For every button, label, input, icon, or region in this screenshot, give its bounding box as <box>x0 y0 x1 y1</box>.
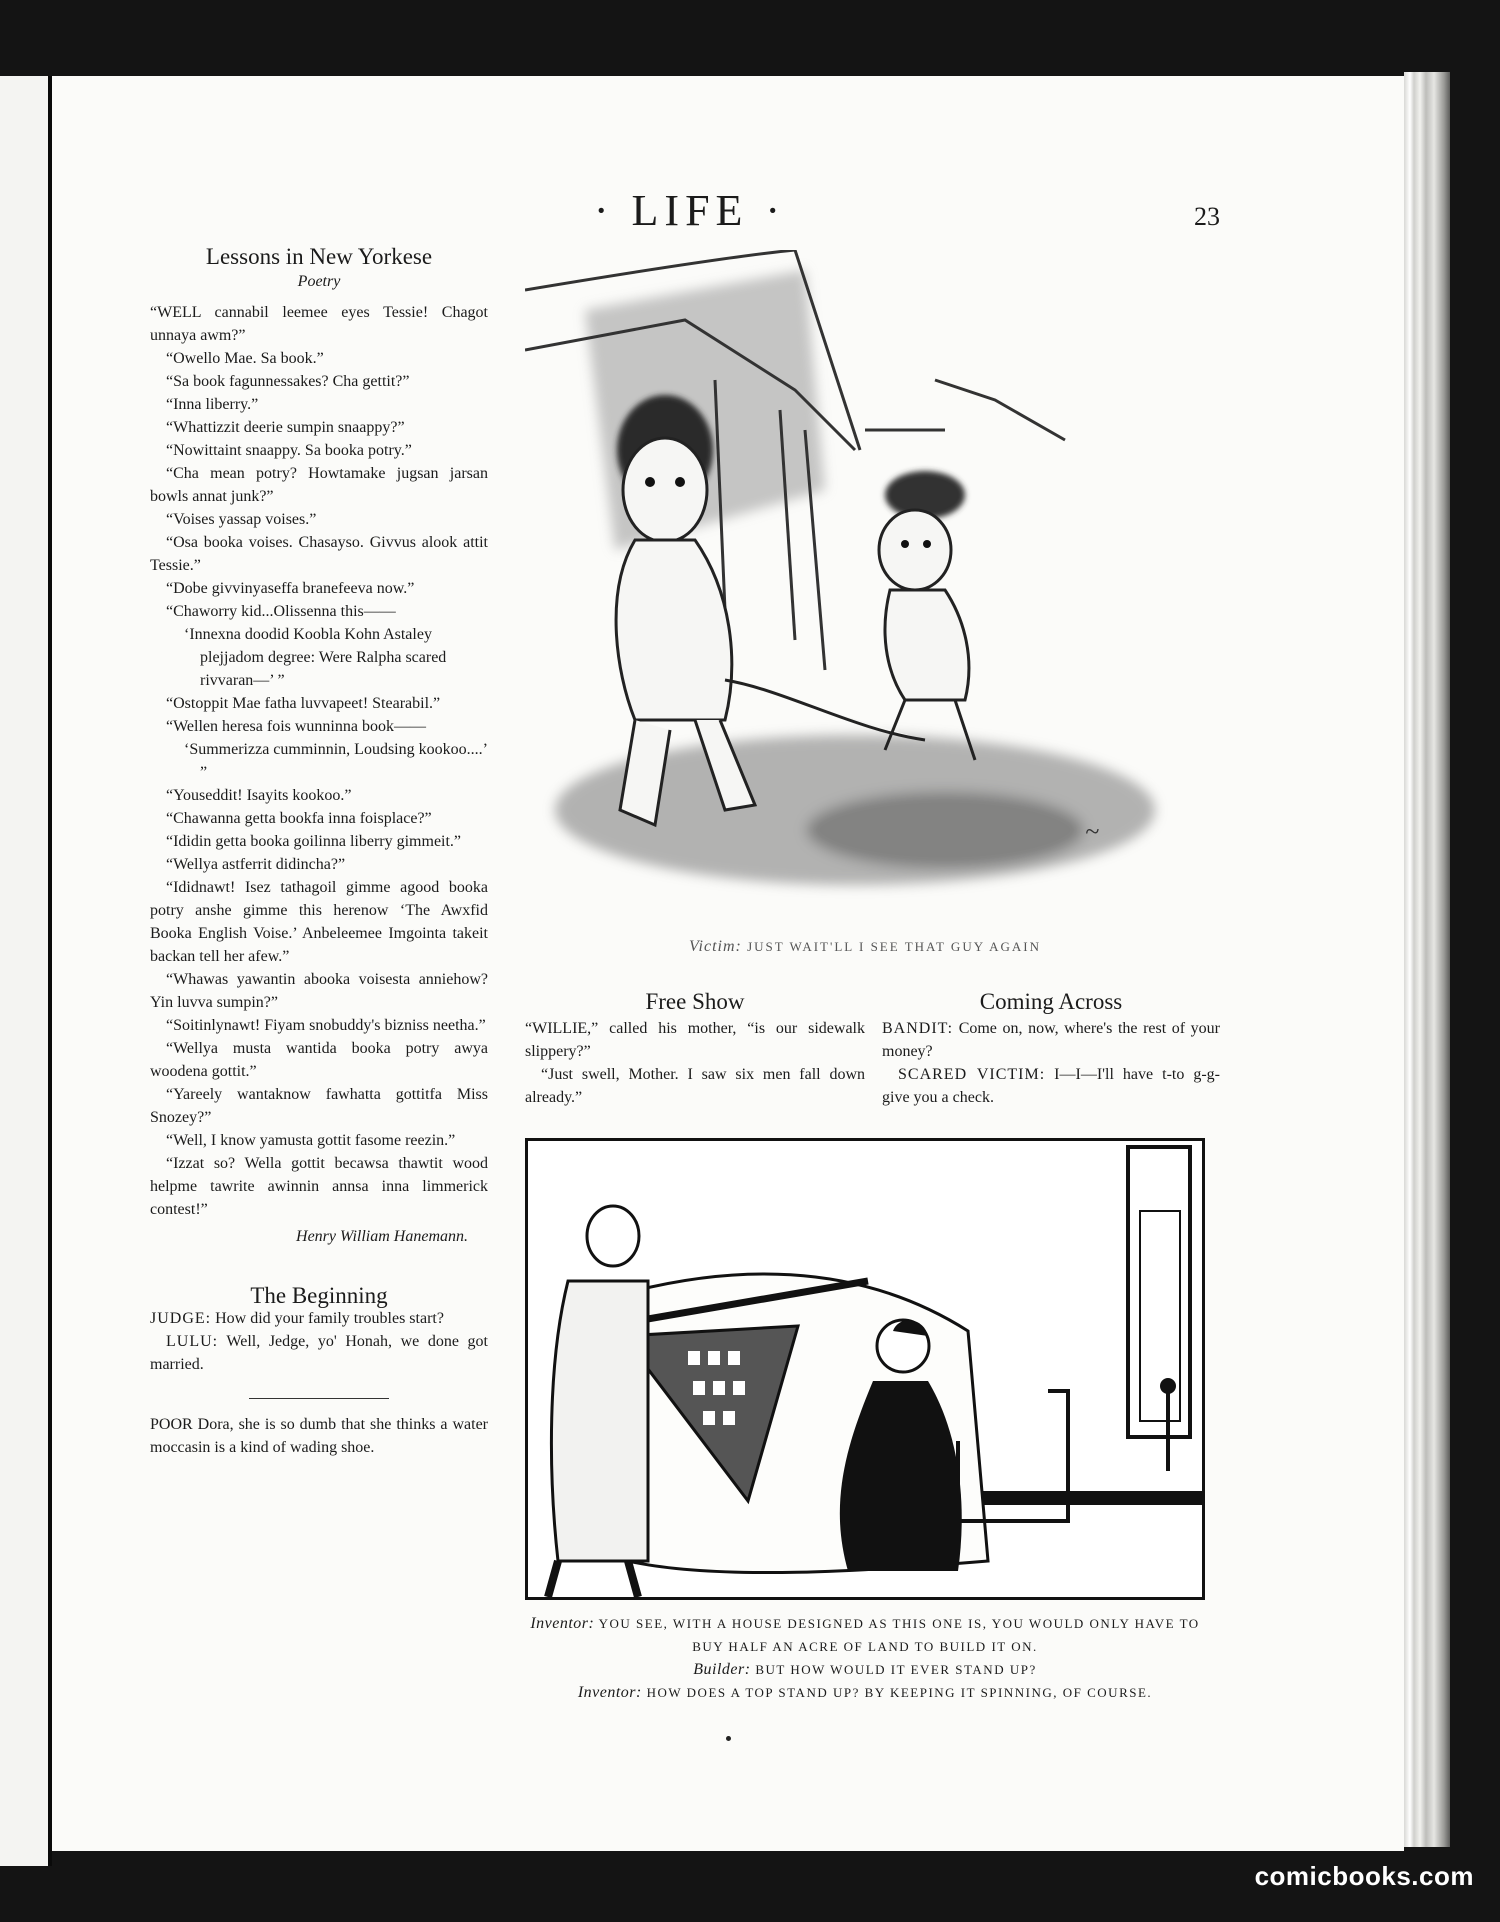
caption-speaker: Inventor: <box>577 1684 642 1701</box>
caption-text: BUT HOW WOULD IT EVER STAND UP? <box>755 1662 1037 1677</box>
caption-speaker: Victim: <box>688 938 742 955</box>
caption-text: HOW DOES A TOP STAND UP? BY KEEPING IT SPINNING, OF COURSE. <box>646 1685 1153 1700</box>
poem-line: “Dobe givvinyaseffa branefeeva now.” <box>166 580 415 597</box>
poem-quote: ‘Summerizza cumminnin, Loudsing kookoo....’ ” <box>184 741 487 781</box>
poem-line: “Sa book fagunnessakes? Cha gettit?” <box>166 373 410 390</box>
speaker-label: LULU: <box>166 1333 219 1350</box>
page-dot <box>726 1736 731 1741</box>
beginning-title: The Beginning <box>250 1283 388 1308</box>
poem-line: “Youseddit! Isayits kookoo.” <box>166 787 352 804</box>
page-stack-edge <box>1404 72 1450 1847</box>
caption-text: JUST WAIT'LL I SEE THAT GUY AGAIN <box>747 939 1042 954</box>
poem-line: “Whawas yawantin abooka voisesta anniehow? Yin luvva sumpin?” <box>150 971 488 1011</box>
beginning-section <box>150 1284 488 1376</box>
poem-line: “Wellya astferrit didincha?” <box>166 856 346 873</box>
poem-line: “Izzat so? Wella gottit becawsa thawtit wood helpme tawrite awinnin annsa inna limmerick contest!” <box>150 1155 488 1218</box>
coming-across-line: SCARED VICTIM: I—I—I'll have t-to g-g-give you a check. <box>882 1066 1220 1106</box>
artist-signature: ~ <box>1085 817 1100 846</box>
poem-line: “Cha mean potry? Howtamake jugsan jarsan bowls annat junk?” <box>150 465 488 505</box>
victim-caption <box>525 938 1205 956</box>
coming-across-section <box>882 990 1220 1109</box>
left-column <box>150 245 488 1459</box>
poem-line: “Chaworry kid...Olissenna this—— <box>166 603 396 620</box>
lessons-poem <box>150 301 488 1221</box>
cartoon-inventor-illustration <box>525 1138 1205 1600</box>
poem-line: “Ididnawt! Isez tathagoil gimme agood booka potry anshe gimme this herenow ‘The Awxfid Booka English Voise.’ Anbeleemee Imgointa takeit backan tell her afew.” <box>150 879 488 965</box>
poem-quote: ‘Innexna doodid Koobla Kohn Astaley plejjadom degree: Were Ralpha scared rivvaran—’ ” <box>184 626 447 689</box>
poem-line: “Wellya musta wantida booka potry awya woodena gottit.” <box>150 1040 488 1080</box>
free-show-title: Free Show <box>645 989 745 1014</box>
coming-across-title: Coming Across <box>979 989 1123 1014</box>
poem-line: “Soitinlynawt! Fiyam snobuddy's bizniss neetha.” <box>166 1017 486 1034</box>
page-number: 23 <box>1194 202 1220 231</box>
poem-line: “WELL cannabil leemee eyes Tessie! Chagot unnaya awm?” <box>150 304 488 344</box>
speaker-label: JUDGE: <box>150 1310 212 1327</box>
poem-line: “Owello Mae. Sa book.” <box>166 350 324 367</box>
poem-line: “Wellen heresa fois wunninna book—— <box>166 718 426 735</box>
poem-line: “Yareely wantaknow fawhatta gottitfa Miss Snozey?” <box>150 1086 488 1126</box>
poem-line: “Well, I know yamusta gottit fasome reezin.” <box>166 1132 456 1149</box>
dora-text: POOR Dora, she is so dumb that she thinks a water moccasin is a kind of wading shoe. <box>150 1416 488 1456</box>
caption-text: YOU SEE, WITH A HOUSE DESIGNED AS THIS ONE IS, YOU WOULD ONLY HAVE TO BUY HALF AN ACRE OF LAND TO BUILD IT ON. <box>598 1616 1200 1654</box>
watermark: comicbooks.com <box>1254 1861 1474 1891</box>
lessons-author: Henry William Hanemann. <box>296 1228 468 1245</box>
beginning-line: JUDGE: How did your family troubles start? <box>150 1310 444 1327</box>
caption-speaker: Inventor: <box>530 1615 595 1632</box>
lessons-title: Lessons in New Yorkese <box>205 244 433 269</box>
speaker-label: BANDIT: <box>882 1020 954 1037</box>
poem-line: “Ostoppit Mae fatha luvvapeet! Stearabil.” <box>166 695 441 712</box>
poem-line: “Voises yassap voises.” <box>166 511 317 528</box>
caption-speaker: Builder: <box>693 1661 751 1678</box>
free-show-p1: “WILLIE,” called his mother, “is our sidewalk slippery?” <box>525 1020 865 1060</box>
inventor-cartoon-drawing <box>528 1141 1202 1597</box>
poem-line: “Ididin getta booka goilinna liberry gimmeit.” <box>166 833 462 850</box>
free-show-p2: “Just swell, Mother. I saw six men fall down already.” <box>525 1066 865 1106</box>
poem-line: “Nowittaint snaappy. Sa booka potry.” <box>166 442 412 459</box>
speaker-label: SCARED VICTIM: <box>898 1066 1046 1083</box>
cartoon-victim-illustration <box>525 250 1205 920</box>
free-show-section <box>525 990 865 1109</box>
poem-line: “Chawanna getta bookfa inna foisplace?” <box>166 810 432 827</box>
beginning-line: LULU: Well, Jedge, yo' Honah, we done got married. <box>150 1333 488 1373</box>
dora-section <box>150 1413 488 1459</box>
poem-line: “Osa booka voises. Chasayso. Givvus alook attit Tessie.” <box>150 534 488 574</box>
divider <box>249 1398 389 1399</box>
poem-line: “Inna liberry.” <box>166 396 259 413</box>
lessons-subtitle: Poetry <box>297 273 341 290</box>
left-page-edge <box>0 76 52 1866</box>
inventor-caption <box>515 1612 1215 1704</box>
victim-cartoon-drawing <box>525 250 1205 920</box>
poem-line: “Whattizzit deerie sumpin snaappy?” <box>166 419 405 436</box>
coming-across-line: BANDIT: Come on, now, where's the rest of your money? <box>882 1020 1221 1060</box>
masthead: · LIFE · <box>593 186 787 235</box>
